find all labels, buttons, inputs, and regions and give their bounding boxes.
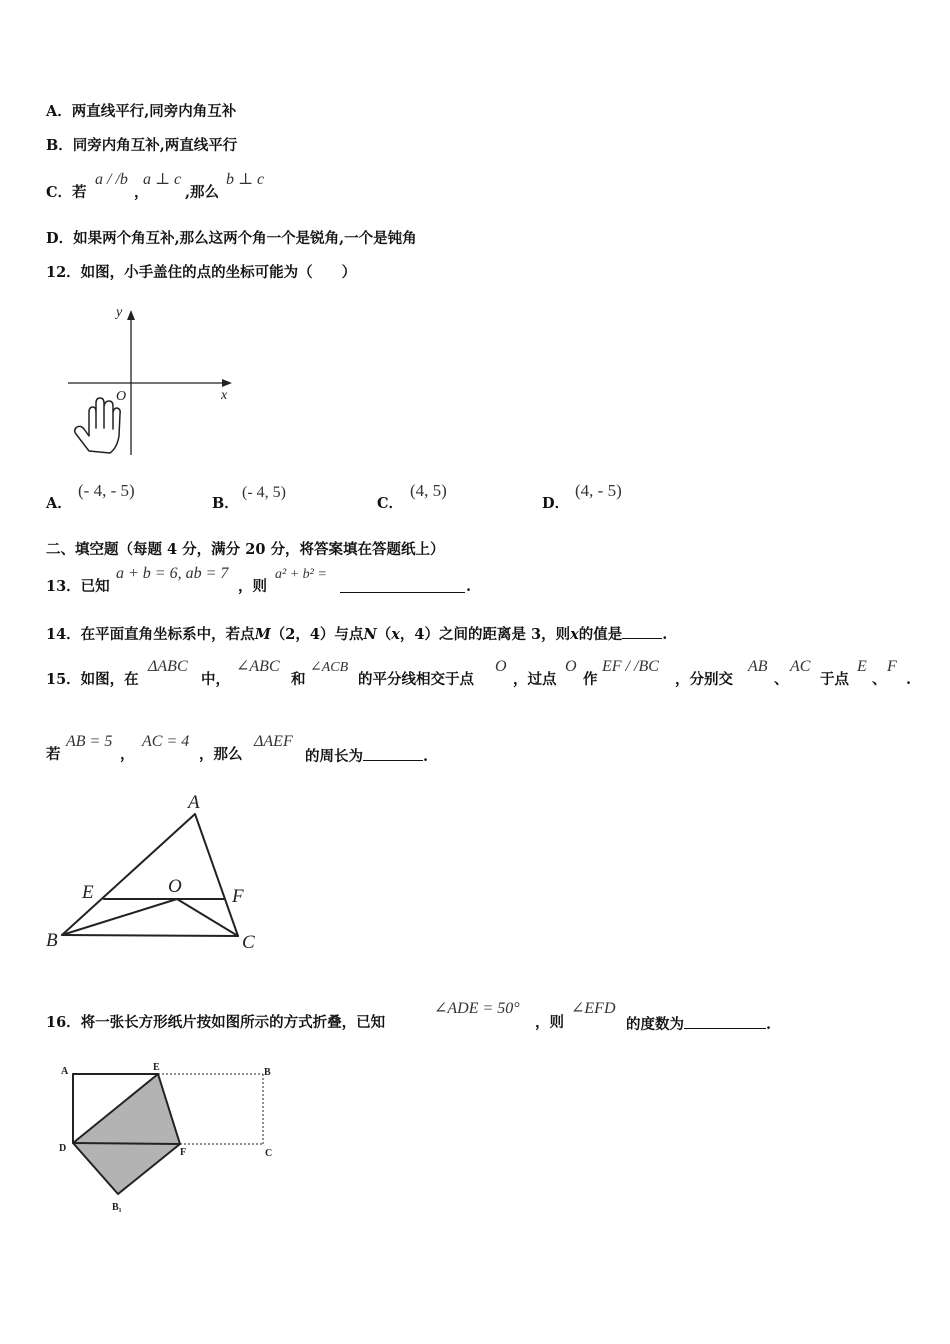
q16-fold-figure xyxy=(55,1058,285,1218)
q16-answer-blank[interactable] xyxy=(684,1016,766,1029)
q15-answer-blank[interactable] xyxy=(363,748,423,761)
label-f: F xyxy=(180,1147,187,1158)
q15-t3: 和 xyxy=(291,671,306,688)
q11-option-a: A．两直线平行,同旁内角互补 xyxy=(46,103,237,120)
q15-t4: 的平分线相交于点 xyxy=(358,671,474,688)
q14-var-x1: x xyxy=(391,626,400,643)
bisector-co xyxy=(177,899,238,936)
label-o: O xyxy=(168,876,182,897)
q15-side-ab: AB xyxy=(748,658,768,675)
q11-option-c-prefix: C．若 xyxy=(46,184,87,201)
q12-option-d-letter: D． xyxy=(542,495,570,512)
q12-option-b-value: (- 4, 5) xyxy=(242,484,286,501)
q15-l2-t1: 若 xyxy=(46,746,61,763)
q15-l2-t4-text: 的周长为 xyxy=(305,748,363,765)
q14-part3: （ xyxy=(376,626,392,643)
label-b1: B₁ xyxy=(112,1202,122,1213)
y-axis-arrow-icon xyxy=(127,310,135,320)
label-e: E xyxy=(82,882,94,903)
x-axis-label: x xyxy=(221,388,228,403)
q15-t8: 、 xyxy=(774,671,789,688)
q15-ab-value: AB = 5 xyxy=(66,733,113,750)
q15-t11: . xyxy=(906,671,912,688)
q15-l2-t4 xyxy=(305,748,428,765)
q15-t5: ，过点 xyxy=(513,671,557,688)
q13-condition: a + b = 6, ab = 7 xyxy=(116,565,229,582)
q11-option-c-mid: ,那么 xyxy=(185,184,220,201)
q11-option-c-math-parallel: a / /b xyxy=(95,171,128,188)
label-a: A xyxy=(188,792,200,813)
q12-stem: 12．如图，小手盖住的点的坐标可能为（ ） xyxy=(46,264,357,281)
q15-side-ac: AC xyxy=(790,658,811,675)
q15-t10: 、 xyxy=(872,671,887,688)
q16-angle-efd: ∠EFD xyxy=(571,1000,616,1017)
label-d: D xyxy=(59,1143,67,1154)
q16-t3-text: 的度数为 xyxy=(626,1016,684,1033)
origin-label: O xyxy=(116,389,127,404)
label-b: B xyxy=(46,930,58,951)
label-e: E xyxy=(153,1062,160,1073)
hand-icon xyxy=(75,398,120,453)
q15-point-o-2: O xyxy=(565,658,577,675)
q15-angle-abc: ∠ABC xyxy=(236,658,280,675)
q13-expression: a² + b² = xyxy=(275,567,327,582)
q11-option-c-math-perp1: a ⊥ c xyxy=(143,171,182,188)
q14-answer-blank[interactable] xyxy=(622,626,662,639)
q16-t2: ，则 xyxy=(535,1014,564,1031)
q15-point-e: E xyxy=(857,658,867,675)
side-ab xyxy=(62,814,195,935)
label-a: A xyxy=(61,1066,69,1077)
label-f: F xyxy=(232,886,244,907)
q14-part1: 14．在平面直角坐标系中，若点 xyxy=(46,626,255,643)
q15-t2: 中， xyxy=(201,671,230,688)
q12-option-d-value: (4, - 5) xyxy=(575,481,622,500)
q15-point-f: F xyxy=(887,658,897,675)
q14-end: . xyxy=(662,626,668,643)
q16-t3 xyxy=(626,1016,771,1033)
q13-end: . xyxy=(466,578,472,595)
label-c: C xyxy=(265,1148,273,1159)
q11-option-c-math-perp2: b ⊥ c xyxy=(226,171,265,188)
label-b: B xyxy=(264,1067,271,1078)
q14-part4: ，4）之间的距离是 3，则 xyxy=(399,626,571,643)
q16-angle-ade: ∠ADE = 50° xyxy=(434,1000,520,1017)
q12-option-c-letter: C． xyxy=(377,495,404,512)
q11-option-d: D．如果两个角互补,那么这两个角一个是锐角,一个是钝角 xyxy=(46,230,417,247)
q15-triangle-abc: ΔABC xyxy=(148,658,188,675)
q13-prefix: 13．已知 xyxy=(46,578,110,595)
q14-part2: （2，4）与点 xyxy=(270,626,364,643)
edge-df xyxy=(73,1143,180,1144)
q15-t9: 于点 xyxy=(820,671,849,688)
q14-text xyxy=(46,626,667,643)
label-c: C xyxy=(242,932,255,953)
side-bc xyxy=(62,935,238,936)
q11-option-c-separator: ， xyxy=(134,184,149,201)
bisector-bo xyxy=(62,899,177,935)
y-axis-label: y xyxy=(116,305,123,320)
q15-l2-end: . xyxy=(423,748,429,765)
q16-t1: 16．将一张长方形纸片按如图所示的方式折叠，已知 xyxy=(46,1014,386,1031)
x-axis-arrow-icon xyxy=(222,379,232,387)
q15-l2-t2: ， xyxy=(120,746,135,763)
q13-answer-blank[interactable] xyxy=(340,580,465,593)
folded-flap xyxy=(73,1074,180,1194)
q15-l2-t3: ，那么 xyxy=(199,746,243,763)
section-2-title: 二、填空题（每题 4 分，满分 20 分，将答案填在答题纸上） xyxy=(46,541,445,558)
q14-point-m: M xyxy=(254,626,271,643)
q15-t7: ，分别交 xyxy=(675,671,733,688)
side-ac xyxy=(195,814,238,936)
q15-angle-acb: ∠ACB xyxy=(310,660,349,675)
q12-option-c-value: (4, 5) xyxy=(410,481,447,500)
q14-part5: 的值是 xyxy=(578,626,623,643)
q11-option-b: B．同旁内角互补,两直线平行 xyxy=(46,137,238,154)
q12-option-b-letter: B． xyxy=(212,495,239,512)
q15-triangle-aef: ΔAEF xyxy=(254,733,293,750)
q15-ac-value: AC = 4 xyxy=(142,733,190,750)
q15-t6: 作 xyxy=(583,671,598,688)
q13-mid: ，则 xyxy=(238,578,267,595)
q16-end: . xyxy=(766,1016,772,1033)
q15-ef-parallel-bc: EF / /BC xyxy=(602,658,659,675)
q12-coordinate-figure xyxy=(60,300,240,460)
q15-triangle-figure xyxy=(40,788,270,958)
q14-var-x2: x xyxy=(570,626,579,643)
q12-option-a-letter: A． xyxy=(46,495,72,512)
q12-option-a-value: (- 4, - 5) xyxy=(78,481,135,500)
q14-point-n: N xyxy=(363,626,377,643)
q15-t1: 15．如图，在 xyxy=(46,671,139,688)
q15-point-o-1: O xyxy=(495,658,507,675)
